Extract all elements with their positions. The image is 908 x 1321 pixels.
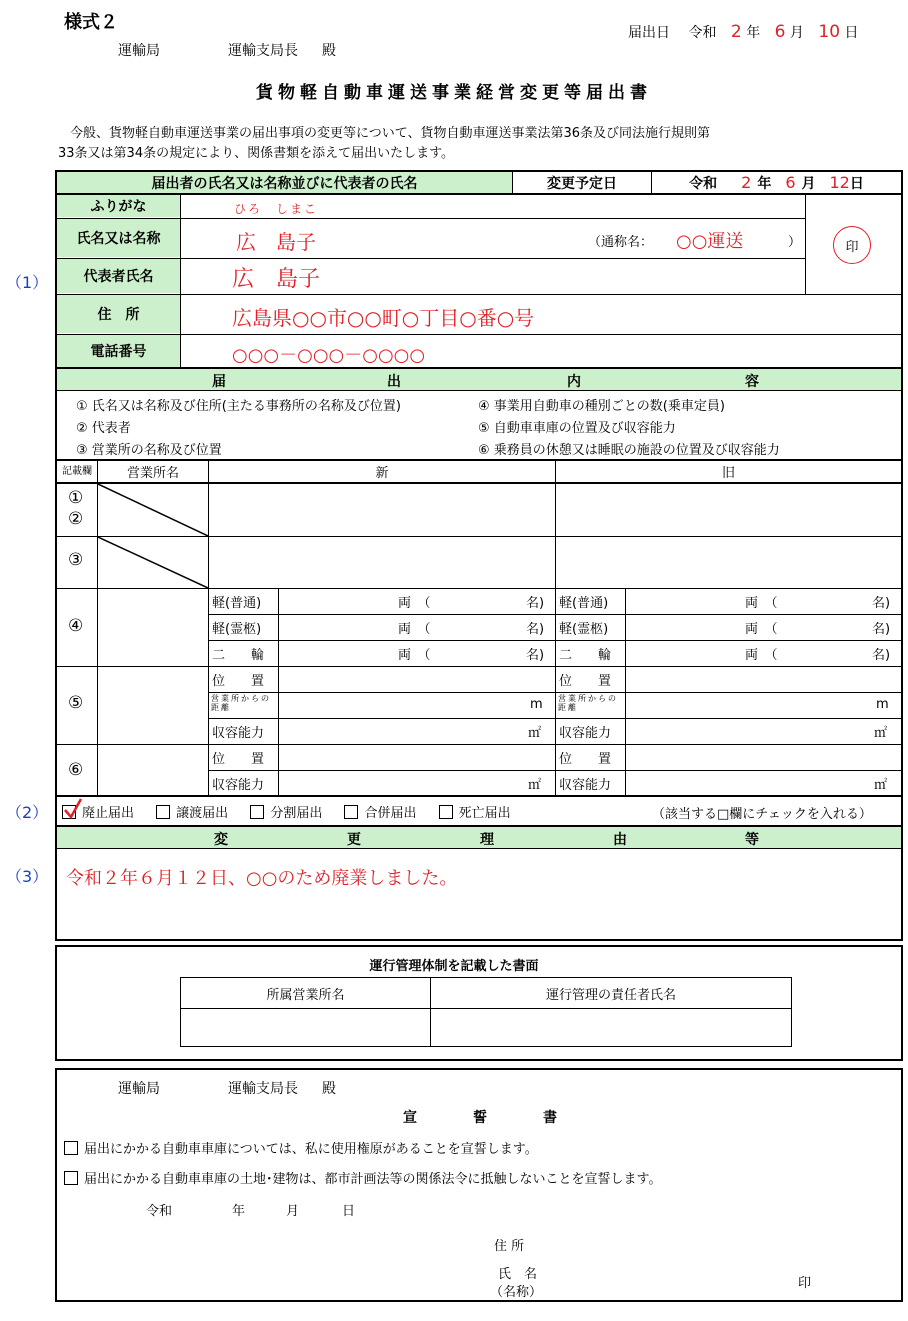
filing-month: 6 — [774, 22, 786, 42]
change-month-unit: 月 — [801, 175, 816, 192]
change-year-unit: 年 — [757, 175, 772, 192]
item-6: ⑥ 乗務員の休憩又は睡眠の施設の位置及び収容能力 — [478, 443, 780, 458]
new-garage-capacity-label: 収容能力 — [212, 726, 265, 741]
check-row — [62, 802, 511, 821]
checkbox-joto[interactable] — [156, 805, 170, 819]
new-vehicle-1-unit: 両 （ — [398, 596, 431, 611]
filing-year: 2 — [730, 22, 742, 42]
old-garage-distance-label: 営業所からの距離 — [558, 694, 618, 712]
marker-3: （3） — [6, 867, 49, 886]
row-4-label: ④ — [68, 616, 84, 636]
contents-header-char-2: 出 — [387, 374, 401, 390]
change-month: 6 — [785, 173, 796, 192]
intro-line-2: 33条又は第34条の規定により、関係書類を添えて届出いたします。 — [58, 146, 455, 161]
old-rest-capacity-unit: ㎡ — [874, 778, 888, 793]
new-garage-distance-label: 営業所からの距離 — [211, 694, 271, 712]
new-vehicle-3-label: 二 輪 — [212, 648, 265, 663]
check-label-gappei: 合併届出 — [364, 806, 417, 821]
new-vehicle-2-unit: 両 （ — [398, 622, 431, 637]
intro-line-1: 今般、貨物軽自動車運送事業の届出事項の変更等について、貨物自動車運送事業法第36条及び同法施行規則第 — [70, 126, 711, 141]
new-rest-capacity-unit: ㎡ — [528, 778, 542, 793]
check-label-shibo: 死亡届出 — [458, 806, 511, 821]
old-vehicle-1-label: 軽(普通) — [559, 596, 609, 611]
oath-year-unit: 年 — [232, 1204, 246, 1219]
item-3: ③ 営業所の名称及び位置 — [76, 443, 222, 458]
old-rest-position-label: 位 置 — [559, 752, 612, 767]
old-rest-capacity-label: 収容能力 — [559, 778, 612, 793]
new-vehicle-2-label: 軽(霊柩) — [212, 622, 262, 637]
reason-header-char-5: 等 — [745, 832, 759, 848]
item-5: ⑤ 自動車車庫の位置及び収容能力 — [478, 421, 676, 436]
new-vehicle-3-close: 名) — [526, 648, 545, 663]
document-title: 貨物軽自動車運送事業経営変更等届出書 — [256, 83, 652, 103]
furigana-label: ふりがな — [57, 195, 180, 217]
oath-branch: 運輸支局長 — [228, 1081, 298, 1097]
row-5-label: ⑤ — [68, 693, 84, 713]
filing-year-unit: 年 — [746, 25, 761, 41]
reason-header — [57, 827, 901, 848]
change-year: 2 — [741, 173, 752, 192]
old-vehicle-1-close: 名) — [872, 596, 891, 611]
oath-seal: 印 — [798, 1276, 812, 1291]
oath-line-1-text: 届出にかかる自動車車庫については、私に使用権原があることを宣誓します。 — [84, 1142, 538, 1157]
oath-address-label: 住 所 — [494, 1239, 525, 1254]
col-office: 営業所名 — [126, 466, 179, 481]
oath-title: 宣 誓 書 — [403, 1110, 557, 1126]
check-shibo[interactable] — [439, 806, 511, 821]
old-vehicle-3-unit: 両 （ — [745, 648, 778, 663]
operation-col-manager: 運行管理の責任者氏名 — [545, 987, 676, 1003]
item-2: ② 代表者 — [76, 421, 131, 436]
operation-title: 運行管理体制を記載した書面 — [369, 959, 539, 974]
filing-date-label: 届出日 — [628, 25, 670, 41]
phone-label: 電話番号 — [57, 335, 180, 367]
new-vehicle-1-close: 名) — [526, 596, 545, 611]
filing-month-unit: 月 — [789, 25, 804, 41]
phone-value[interactable]: ○○○－○○○－○○○○ — [232, 345, 426, 366]
oath-checkbox-2[interactable] — [64, 1171, 78, 1185]
operation-col-office: 所属営業所名 — [266, 987, 345, 1003]
contents-header-char-4: 容 — [745, 374, 759, 390]
contents-header — [57, 369, 901, 390]
oath-checkbox-1[interactable] — [64, 1141, 78, 1155]
alias-label: （通称名： — [588, 235, 654, 250]
col-new: 新 — [375, 466, 389, 481]
old-garage-position-label: 位 置 — [559, 674, 612, 689]
header-honorific: 殿 — [322, 43, 336, 59]
alias-close: ） — [788, 235, 802, 250]
reason-header-char-2: 更 — [347, 832, 361, 848]
reason-header-char-4: 由 — [613, 832, 627, 848]
old-vehicle-3-label: 二 輪 — [559, 648, 612, 663]
address-value[interactable]: 広島県○○市○○町○丁目○番○号 — [232, 306, 535, 330]
new-garage-position-label: 位 置 — [212, 674, 265, 689]
change-date-label: 変更予定日 — [547, 175, 617, 192]
marker-1: （1） — [6, 273, 49, 292]
address-label: 住 所 — [57, 295, 180, 333]
oath-month-unit: 月 — [286, 1204, 300, 1219]
row-1-label: ① — [68, 488, 84, 508]
check-haishi[interactable] — [62, 806, 138, 821]
oath-name-sub: （名称） — [490, 1285, 543, 1300]
new-rest-position-label: 位 置 — [212, 752, 265, 767]
change-era: 令和 — [689, 175, 718, 192]
checkbox-bunkatsu[interactable] — [250, 805, 264, 819]
marker-2: （2） — [6, 803, 49, 822]
row-3-label: ③ — [68, 550, 84, 570]
new-garage-capacity-unit: ㎡ — [528, 726, 542, 741]
new-rest-capacity-label: 収容能力 — [212, 778, 265, 793]
rep-label: 代表者氏名 — [57, 259, 180, 293]
furigana-value[interactable]: ひろ しまこ — [234, 202, 319, 216]
checkbox-shibo[interactable] — [439, 805, 453, 819]
filing-day-unit: 日 — [844, 25, 859, 41]
change-day-unit: 日 — [849, 175, 864, 192]
old-vehicle-1-unit: 両 （ — [745, 596, 778, 611]
col-old: 旧 — [721, 466, 735, 481]
old-vehicle-2-close: 名) — [872, 622, 891, 637]
row-2-label: ② — [68, 509, 84, 529]
row-6-label: ⑥ — [68, 760, 84, 780]
col-entry: 記載欄 — [62, 466, 92, 477]
checkmark-icon — [63, 798, 83, 820]
applicant-seal: 印 — [833, 226, 871, 264]
reason-header-char-3: 理 — [480, 832, 494, 848]
header-branch: 運輸支局長 — [228, 43, 298, 59]
applicant-header: 届出者の氏名又は名称並びに代表者の氏名 — [57, 172, 512, 193]
form-id: 様式２ — [64, 12, 118, 33]
old-vehicle-2-label: 軽(霊柩) — [559, 622, 609, 637]
oath-line-2 — [64, 1168, 661, 1187]
new-vehicle-2-close: 名) — [526, 622, 545, 637]
check-label-haishi: 廃止届出 — [82, 806, 135, 821]
name-value[interactable]: 広 島子 — [236, 230, 316, 254]
check-label-bunkatsu: 分割届出 — [270, 806, 323, 821]
filing-date — [628, 22, 858, 42]
reason-text[interactable]: 令和２年６月１２日、○○のため廃業しました。 — [66, 868, 458, 889]
diagonal-lines — [98, 484, 208, 588]
oath-line-2-text: 届出にかかる自動車車庫の土地･建物は、都市計画法等の関係法令に抵触しないことを宣誓します。 — [84, 1172, 662, 1187]
rep-value[interactable]: 広 島子 — [232, 267, 321, 292]
filing-day: 10 — [818, 22, 841, 42]
new-garage-distance-unit: m — [530, 697, 543, 712]
operation-manager-field[interactable] — [432, 1010, 790, 1045]
checkbox-gappei[interactable] — [344, 805, 358, 819]
name-label: 氏名又は名称 — [57, 219, 180, 257]
old-garage-distance-unit: m — [876, 697, 889, 712]
item-4: ④ 事業用自動車の種別ごとの数(乗車定員) — [478, 399, 725, 414]
filing-era: 令和 — [688, 25, 717, 41]
oath-name-label: 氏 名 — [498, 1267, 538, 1282]
new-vehicle-3-unit: 両 （ — [398, 648, 431, 663]
change-date — [652, 172, 901, 193]
oath-line-1 — [64, 1138, 538, 1157]
operation-office-field[interactable] — [182, 1010, 429, 1045]
contents-header-char-3: 内 — [567, 374, 581, 390]
reason-header-char-1: 変 — [214, 832, 228, 848]
oath-era: 令和 — [146, 1204, 173, 1219]
oath-day-unit: 日 — [342, 1204, 356, 1219]
check-note: （該当する□欄にチェックを入れる） — [652, 807, 872, 822]
check-joto[interactable] — [156, 806, 228, 821]
check-label-joto: 譲渡届出 — [176, 806, 229, 821]
change-day: 12 — [829, 173, 850, 192]
new-vehicle-1-label: 軽(普通) — [212, 596, 262, 611]
header-bureau: 運輸局 — [118, 43, 160, 59]
old-vehicle-3-close: 名) — [872, 648, 891, 663]
old-garage-capacity-unit: ㎡ — [874, 726, 888, 741]
check-gappei[interactable] — [344, 806, 416, 821]
oath-bureau: 運輸局 — [118, 1081, 160, 1097]
contents-header-char-1: 届 — [212, 374, 226, 390]
check-bunkatsu[interactable] — [250, 806, 322, 821]
old-vehicle-2-unit: 両 （ — [745, 622, 778, 637]
oath-honorific: 殿 — [322, 1081, 336, 1097]
item-1: ① 氏名又は名称及び住所(主たる事務所の名称及び位置) — [76, 399, 401, 414]
old-garage-capacity-label: 収容能力 — [559, 726, 612, 741]
alias-value[interactable]: ○○運送 — [676, 231, 744, 252]
